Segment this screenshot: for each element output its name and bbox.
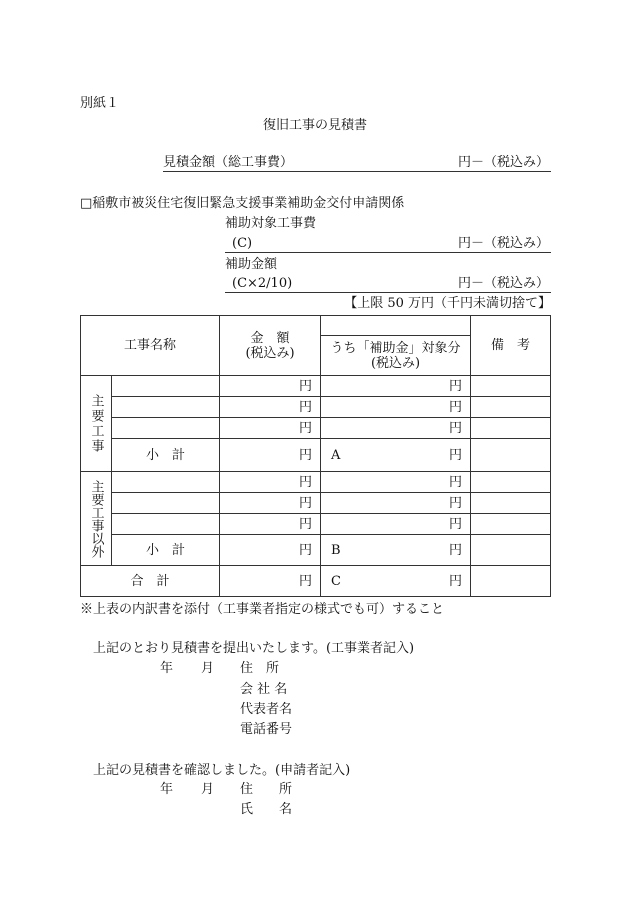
amount-cell: 円 (220, 472, 321, 493)
estimate-amount-label: 見積金額（総工事費） (163, 155, 294, 170)
subsidy-amount-label: 補助金額 (225, 257, 278, 272)
code-a: A (331, 447, 341, 463)
header-subsidy (321, 336, 471, 376)
remarks-cell (471, 418, 551, 439)
table-row (81, 472, 551, 493)
amount-cell: 円 (220, 397, 321, 418)
subsidy-cell: 円 (321, 493, 471, 514)
subsidy-section-heading (80, 196, 404, 212)
remarks-cell (471, 397, 551, 418)
table-row (81, 376, 551, 397)
work-name-cell (112, 397, 220, 418)
header-amount (220, 316, 321, 376)
contractor-year-label: 年 (160, 661, 174, 676)
contractor-company-label: 会 社 名 (240, 682, 288, 697)
contractor-statement: 上記のとおり見積書を提出いたします。(工事業者記入) (93, 641, 415, 656)
applicant-statement: 上記の見積書を確認しました。(申請者記入) (93, 763, 351, 778)
header-amount-line1: 金 額 (250, 330, 290, 346)
work-name-cell (112, 376, 220, 397)
target-cost-label: 補助対象工事費 (225, 216, 317, 231)
table-row (81, 514, 551, 535)
subsidy-heading-text: 稲敷市被災住宅復旧緊急支援事業補助金交付申請関係 (92, 196, 405, 211)
amount-cell: 円 (220, 439, 321, 472)
estimate-amount-underline (163, 171, 551, 172)
amount-cell: 円 (220, 418, 321, 439)
remarks-cell (471, 535, 551, 566)
target-cost-code: (C) (232, 236, 253, 251)
code-b: B (331, 542, 341, 558)
applicant-address-label: 住 所 (240, 782, 293, 797)
page-title: 復旧工事の見積書 (262, 118, 367, 133)
applicant-year-label: 年 (160, 782, 174, 797)
remarks-cell (471, 472, 551, 493)
contractor-month-label: 月 (201, 661, 215, 676)
work-name-cell (112, 493, 220, 514)
table-row (81, 418, 551, 439)
header-subsidy-line1: うち「補助金」対象分 (330, 340, 461, 356)
other-works-group-label: 主要工事以外 (81, 472, 112, 566)
work-name-cell (112, 514, 220, 535)
subsidy-total-c (321, 566, 471, 597)
subsidy-cell: 円 (321, 418, 471, 439)
amount-cell: 円 (220, 566, 321, 597)
estimate-table (80, 315, 551, 597)
work-name-cell (112, 418, 220, 439)
contractor-representative-label: 代表者名 (240, 702, 293, 717)
yen-label: 円 (449, 573, 463, 589)
subsidy-cell: 円 (321, 397, 471, 418)
remarks-cell (471, 514, 551, 535)
contractor-phone-label: 電話番号 (240, 722, 293, 737)
target-cost-underline (225, 252, 551, 253)
main-works-group-label: 主要工事 (81, 376, 112, 472)
header-remarks: 備 考 (471, 316, 551, 376)
amount-cell: 円 (220, 535, 321, 566)
yen-label: 円 (449, 542, 463, 558)
subsidy-amount-underline (225, 292, 551, 293)
code-c: C (331, 573, 341, 589)
subtotal-label: 小 計 (112, 439, 220, 472)
remarks-cell (471, 376, 551, 397)
amount-cell: 円 (220, 514, 321, 535)
applicant-month-label: 月 (201, 782, 215, 797)
subsidy-amount-code: (C×2/10) (232, 276, 293, 291)
total-row (81, 566, 551, 597)
estimate-amount-suffix: 円－（税込み） (458, 155, 550, 170)
remarks-cell (471, 493, 551, 514)
header-subsidy-top (321, 316, 471, 336)
attachment-note: ※上表の内訳書を添付（工事業者指定の様式でも可）すること (80, 602, 445, 617)
target-cost-suffix: 円－（税込み） (458, 236, 550, 251)
yen-label: 円 (449, 447, 463, 463)
subtotal-row-main (81, 439, 551, 472)
amount-cell: 円 (220, 376, 321, 397)
subsidy-cell: 円 (321, 376, 471, 397)
remarks-cell (471, 566, 551, 597)
table-row (81, 397, 551, 418)
subsidy-amount-suffix: 円－（税込み） (458, 276, 550, 291)
subsidy-subtotal-a (321, 439, 471, 472)
contractor-address-label: 住 所 (240, 661, 280, 676)
subsidy-subtotal-b (321, 535, 471, 566)
subtotal-label: 小 計 (112, 535, 220, 566)
applicant-name-label: 氏 名 (240, 802, 293, 817)
checkbox-icon: □ (80, 196, 93, 211)
subsidy-cell: 円 (321, 514, 471, 535)
remarks-cell (471, 439, 551, 472)
subtotal-row-other (81, 535, 551, 566)
table-row (81, 493, 551, 514)
total-label: 合 計 (81, 566, 220, 597)
subsidy-limit-note: 【上限 50 万円（千円未満切捨て】 (344, 296, 551, 311)
header-amount-line2: (税込み) (245, 345, 295, 361)
attachment-label: 別紙１ (80, 96, 120, 111)
header-subsidy-line2: (税込み) (370, 355, 421, 371)
amount-cell: 円 (220, 493, 321, 514)
work-name-cell (112, 472, 220, 493)
header-work-name: 工事名称 (81, 316, 220, 376)
subsidy-cell: 円 (321, 472, 471, 493)
